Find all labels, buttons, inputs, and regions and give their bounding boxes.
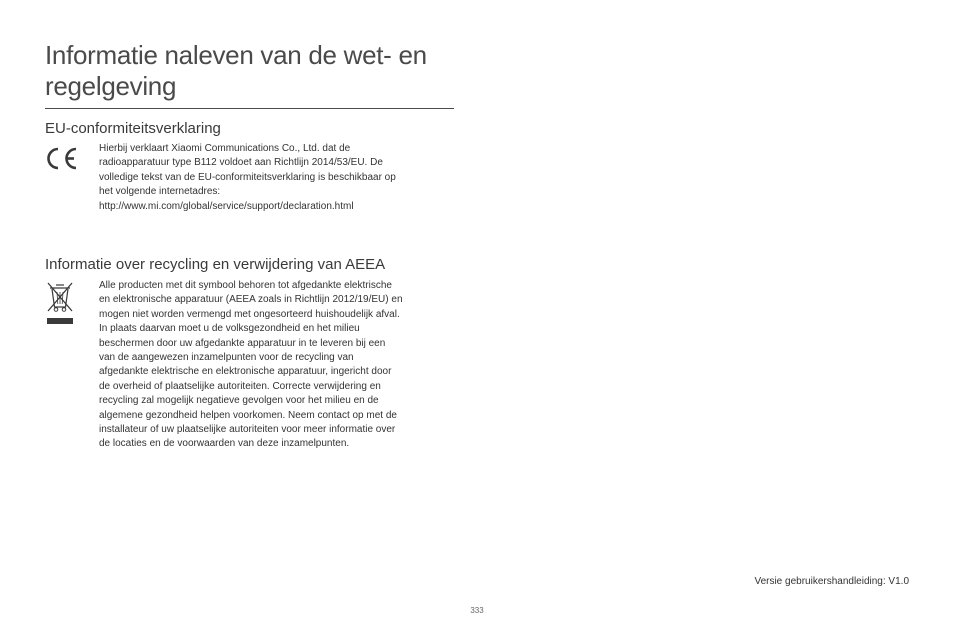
ce-mark-icon xyxy=(45,146,79,171)
weee-text: Alle producten met dit symbool behoren tot afgedankte elektrische en elektronische apparatuur (AEEA zoals in Richtlijn 2012/19/EU) en mogen niet worden vermengd met ongesorteerd huishoudelijk afval. In plaats daarvan moet u de volksgezondheid en het milieu beschermen door uw afgedankte apparatuur in te leveren bij een van de aangewezen inzamelpunten voor de recycling van afgedankte elektrische en elektronische apparatuur, ingericht door de overheid of plaatselijke autoriteiten. Correcte verwijdering en recycling zal mogelijk negatieve gevolgen voor het milieu en de algemene gezondheid helpen voorkomen. Neem contact op met de installateur of uw plaatselijke autoriteiten voor meer informatie over de locaties en de voorwaarden van deze inzamelpunten. xyxy=(99,280,403,450)
crossed-out-wheelie-bin-icon xyxy=(45,280,75,326)
title-divider xyxy=(45,108,454,109)
eu-conformity-heading: EU-conformiteitsverklaring xyxy=(45,120,221,137)
page-number: 333 xyxy=(470,606,484,615)
manual-version: Versie gebruikershandleiding: V1.0 xyxy=(754,576,909,587)
eu-conformity-text: Hierbij verklaart Xiaomi Communications Co., Ltd. dat de radioapparatuur type B112 voldoet aan Richtlijn 2014/53/EU. De volledige tekst van de EU-conformiteitsverklaring is beschikbaar op het volgende internetadres: http://www.mi.com/global/service/support/declaration.html xyxy=(99,143,396,212)
weee-heading: Informatie over recycling en verwijdering van AEEA xyxy=(45,256,386,273)
page-title: Informatie naleven van de wet- en regelgeving xyxy=(45,40,427,101)
